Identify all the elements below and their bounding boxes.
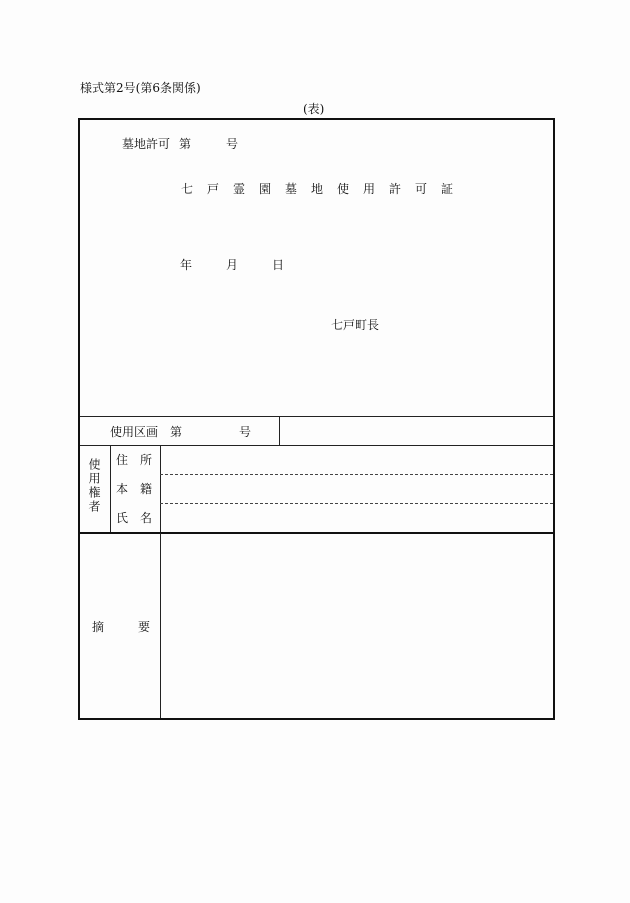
- holder-domicile-value[interactable]: [162, 475, 552, 502]
- holder-name-value[interactable]: [162, 504, 552, 531]
- permit-number-go: 号: [226, 137, 239, 151]
- permit-label: 墓地許可: [122, 137, 171, 151]
- date-month: 月: [226, 258, 239, 272]
- plot-label: 使用区画: [110, 425, 159, 439]
- holder-value-divider: [160, 445, 161, 532]
- holder-domicile-label: 本 籍: [116, 482, 153, 496]
- certificate-frame: [78, 118, 555, 720]
- form-reference: 様式第2号(第6条関係): [80, 81, 201, 95]
- summary-label-left: 摘: [92, 620, 105, 634]
- holder-label-divider: [110, 445, 111, 532]
- summary-value[interactable]: [162, 534, 552, 717]
- holder-name-label: 氏 名: [116, 511, 153, 525]
- side-label: (表): [303, 102, 325, 116]
- plot-number-dai: 第: [170, 425, 183, 439]
- issuer-name: 七戸町長: [331, 318, 380, 332]
- holder-address-value[interactable]: [162, 446, 552, 473]
- plot-number-go: 号: [239, 425, 252, 439]
- certificate-title: 七戸霊園墓地使用許可証: [181, 182, 468, 196]
- holder-label: 使用権者: [87, 458, 101, 514]
- date-day: 日: [272, 258, 285, 272]
- date-year: 年: [180, 258, 193, 272]
- holder-address-label: 住 所: [116, 453, 153, 467]
- plot-value-cell[interactable]: [280, 417, 553, 445]
- permit-number-dai: 第: [179, 137, 192, 151]
- summary-label-divider: [160, 533, 161, 718]
- summary-label-right: 要: [138, 620, 151, 634]
